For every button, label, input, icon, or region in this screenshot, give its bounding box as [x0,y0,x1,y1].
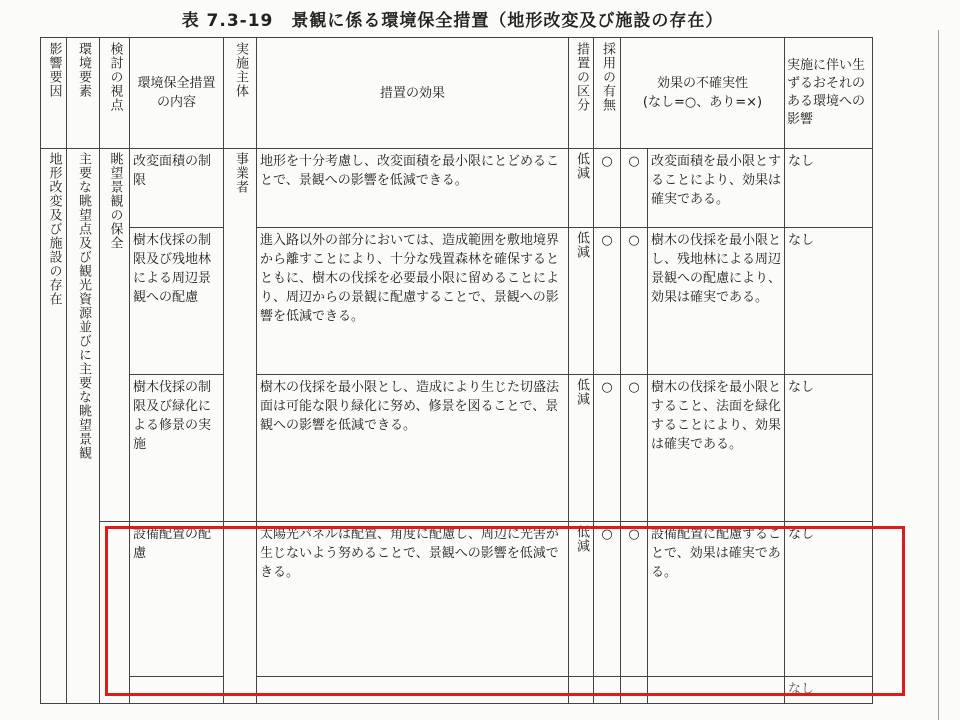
uncertainty-text-cell [648,677,785,704]
side-effect-cell: なし [785,375,873,522]
table-row-highlighted [41,522,873,677]
adoption-cell: ○ [594,149,621,228]
table-row [41,149,873,228]
side-effect-cell: なし [785,228,873,375]
environmental-measures-table [40,37,873,704]
effect-cell: 太陽光パネルは配置、角度に配慮し、周辺に光害が生じないよう努めることで、景観への影響を低減できる。 [257,522,569,677]
table-row [41,375,873,522]
adoption-cell: ○ [594,228,621,375]
uncertainty-text-cell: 改変面積を最小限とすることにより、効果は確実である。 [648,149,785,228]
env-element-cell: 主要な眺望点及び観光資源並びに主要な眺望景観 [67,149,100,704]
implementer-cell-empty [224,522,257,704]
category-cell: 低減 [569,228,594,375]
header-impact-factor: 影響要因 [41,38,67,149]
header-measure-content: 環境保全措置の内容 [130,38,224,149]
effect-cell: 地形を十分考慮し、改変面積を最小限にとどめることで、景観への影響を低減できる。 [257,149,569,228]
uncertainty-mark-cell [621,677,648,704]
side-effect-cell: なし [785,677,873,704]
header-adoption: 採用の有無 [594,38,621,149]
viewpoint-cell-empty [100,522,130,704]
measure-cell: 樹木伐採の制限及び残地林による周辺景観への配慮 [130,228,224,375]
measure-cell: 樹木伐採の制限及び緑化による修景の実施 [130,375,224,522]
adoption-cell: ○ [594,522,621,677]
uncertainty-mark-cell: ○ [621,522,648,677]
uncertainty-mark-cell: ○ [621,228,648,375]
side-effect-cell: なし [785,149,873,228]
table-row-cut-off [41,677,873,704]
adoption-cell [594,677,621,704]
uncertainty-mark-cell: ○ [621,149,648,228]
impact-factor-cell: 地形改変及び施設の存在 [41,149,67,704]
adoption-cell: ○ [594,375,621,522]
effect-cell: 進入路以外の部分においては、造成範囲を敷地境界から離すことにより、十分な残置森林を確保するとともに、樹木の伐採を必要最小限に留めることにより、周辺からの景観に配慮することで、景観への影響を低減できる。 [257,228,569,375]
measure-cell [130,677,224,704]
effect-cell [257,677,569,704]
measure-cell: 設備配置の配慮 [130,522,224,677]
header-effect: 措置の効果 [257,38,569,149]
table-row [41,228,873,375]
side-effect-cell: なし [785,522,873,677]
category-cell [569,677,594,704]
category-cell: 低減 [569,522,594,677]
category-cell: 低減 [569,375,594,522]
uncertainty-text-cell: 樹木の伐採を最小限とすること、法面を緑化することにより、効果は確実である。 [648,375,785,522]
header-category: 措置の区分 [569,38,594,149]
header-uncertainty: 効果の不確実性 (なし=○、あり=×) [621,38,785,149]
effect-cell: 樹木の伐採を最小限とし、造成により生じた切盛法面は可能な限り緑化に努め、修景を図ることで、景観への影響を低減できる。 [257,375,569,522]
header-viewpoint: 検討の視点 [100,38,130,149]
uncertainty-text-cell: 樹木の伐採を最小限とし、残地林による周辺景観への配慮により、効果は確実である。 [648,228,785,375]
header-row [41,38,873,149]
header-implementer: 実施主体 [224,38,257,149]
uncertainty-mark-cell: ○ [621,375,648,522]
implementer-cell: 事業者 [224,149,257,522]
header-env-element: 環境要素 [67,38,100,149]
header-side-effect: 実施に伴い生ずるおそれのある環境への影響 [785,38,873,149]
viewpoint-cell: 眺望景観の保全 [100,149,130,522]
uncertainty-text-cell: 設備配置に配慮することで、効果は確実である。 [648,522,785,677]
page-edge-line [938,30,939,720]
table-title: 表 7.3-19 景観に係る環境保全措置（地形改変及び施設の存在） [181,11,724,31]
category-cell: 低減 [569,149,594,228]
measure-cell: 改変面積の制限 [130,149,224,228]
